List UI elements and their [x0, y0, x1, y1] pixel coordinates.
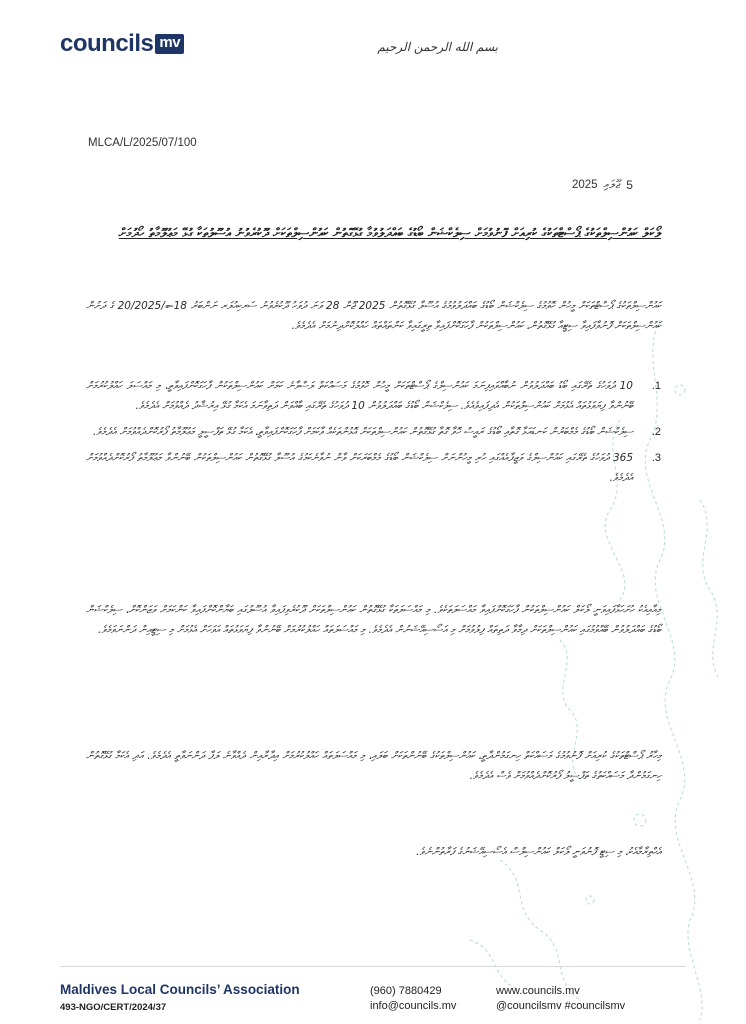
issues-list: [86, 376, 661, 494]
letter-subject: ލޯކަލް ކައުންސިލްތަކުގެ ޕޯސްޓްތަކުގެ ކުރިއަށް ފޮނުވުމަށް ސިލެކްޝަން ބޯޑުގެ ބައްދަލުވުމާ ގުޅޭގޮތުން ކައުންސިލްތަކަށް ދޫކުރެވުނު އުސޫލުތަކާ ގުޅޭ މަޢުލޫމާތު ހޯދުމަށް: [118, 225, 661, 240]
list-item: [86, 376, 661, 416]
date-day: 5: [626, 178, 633, 192]
intro-paragraph: ކައުންސިލްތަކުގެ ޕޯސްޓްތަކަށް މީހުން ހޮވުމުގެ ސިލެކްޝަން ބޯޑުގެ ބައްދަލުވުމުގެ އުސޫލާ ގުޅޭގޮތުން 2025 ޖޫން 28 ވަނަ ދުވަހު ދޫކުރެވުނު ސަރކިއުލަރ ނަންބަރު 18-ބ/20/2025 ގެ ދަށުން ކައުންސިލްތަކަށް ފޮނުވާފައިވާ ސިޓީއާ ގުޅޭގޮތުން، ކައުންސިލްތަކުން ފާހަގަކޮށްފައިވާ ތިރީގައިވާ ކަންތައްތައް ހައްލުކޮށްދިނުމަށް އެދެމެވެ.: [86, 300, 661, 332]
website-link[interactable]: www.councils.mv: [496, 985, 580, 997]
list-item-number: 2.: [651, 426, 661, 438]
body-paragraph-2: މިހާރު ޕޯސްޓްތަކުގެ ކުރިއަށް ފޮނުވުމުގެ މަސައްކަތް ހިނގަމުންދާތީ، ކައުންސިލްތަކުގެ ބޭނުންތަކަށް ބަލައި، މި މައްސަލަތައް ހައްލުކުރުމަށް އިދާރާއިން ދެއްވާނެ ލަފާ ދަންނަވާތީ އެދެމެވެ. އަދި އެކަމާ ގުޅޭގޮތުން ހިނގަމުންދާ މަސައްކަތުގެ ތަފްސީލު ފޯރުކޮށްދެއްވުމަށް ވެސް އެދެމެވެ.: [86, 750, 661, 782]
logo-badge: mv: [155, 34, 184, 54]
list-item: [86, 422, 661, 442]
list-item-text: ސިލެކްޝަން ބޯޑުގެ މެމްބަރުން ކަނޑައަޅާ ގޮތާއި ބޯޑުގެ ރައީސް ހޮވާ ގޮތާ ގުޅޭގޮތުން ކައުންސިލްތަކަށް އޮޅުންތަކެއް ވާކަމަށް ފާހަގަކޮށްފައިވާތީ، އެކަމާ ގުޅޭ ތަފްސީލީ މަޢުލޫމާތު ފޯރުކޮށްދެއްވުމަށް އެދެމެވެ.: [92, 426, 633, 438]
reference-number: MLCA/L/2025/07/100: [88, 137, 197, 149]
list-item: [86, 448, 661, 488]
letter-date: [572, 178, 633, 192]
phone-number[interactable]: (960) 7880429: [370, 985, 442, 997]
date-month: ޖޫލައި: [603, 178, 621, 191]
organization-name: Maldives Local Councils’ Association: [60, 982, 300, 997]
footer-divider: [60, 966, 686, 967]
list-item-text: 365 ދުވަހުގެ ތެރޭގައި ކައުންސިލްގެ ވަޒީފާއެއްގައި ހުރި މީހުންނަށް ސިލެކްޝަން ބޯޑުގެ މެމްބަރަކަށް ވާން ނުވާނެކަމުގެ އުސޫލާ ގުޅޭގޮތުން ކައުންސިލްތަކުން ބޭނުންވާ މަޢުލޫމާތު ފޯރުކޮށްދެއްވުމަށް އެދެމެވެ.: [86, 452, 633, 484]
email-address[interactable]: info@councils.mv: [370, 1000, 457, 1012]
closing-line: އެޙްތިރާމާއެކު، މި ސިޓީ ފޮނުވަނީ ލޯކަލް ކައުންސިލްސް އެސޯސިއޭޝަނުގެ ފަރާތުންނެވެ.: [416, 846, 661, 858]
social-handles[interactable]: @councilsmv #councilsmv: [496, 1000, 626, 1012]
list-item-text: 10 ދުވަހުގެ ތެރޭގައި ބޯޑު ބައްދަލުވުން ނުބާއްވައިފިނަމަ ކައުންސިލްގެ ޕޯސްޓްތަކަށް މީހުން ހޮވުމުގެ މަސައްކަތް ލަސްވާނެ ކަމަށް ކައުންސިލްތަކުން ފާހަގަކޮށްފައިވާތީ، މި މައްސަލަ ހައްލުކުރުމަށް ބޭނުންވާ ފިޔަވަޅުތައް އެޅުމަށް ކައުންސިލްތަކުން އެދިފައިވެއެވެ. ސިލެކްޝަން ބޯޑުގެ ބައްދަލުވުން 10 ދުވަހުގެ ތެރޭގައި ބާއްވަން ދަތިވާނަމަ އެކަމާ ގުޅޭ އިރުޝާދު ދެއްވުމަށް އެދެމެވެ.: [86, 380, 633, 412]
body-paragraph-1: މިއާއިއެކު ހުށަހަޅާފައިވަނީ ލޯކަލް ކައުންސިލްތަކުން ފާހަގަކޮށްފައިވާ މައްސަލަތަކެވެ. މި މައްސަލަތަކާ ގުޅޭގޮތުން ކައުންސިލްތަކަށް ދޫކުރެވިފައިވާ އުސޫލުގައި ބަޔާންކޮށްފައިވާ ކަންކަމަށް ވަޒަންކޮށް، ސިލެކްޝަން ބޯޑުގެ ބައްދަލުވުން ބޭއްވުމުގައި ކައުންސިލްތަކަށް ދިމާވާ ދަތިތައް ފިލުވުމަށް މި އަސޯސިއޭޝަނުން އެދެމެވެ. މި މައްސަލަތައް ހައްލުކުރުމަށް ބޭނުންވާ ފިޔަވަޅުތައް އަވަހަށް އެޅުމަށް މި ސިޓީއިން ދަންނަވަމެވެ.: [86, 604, 661, 636]
contact-column-2: [496, 984, 625, 1014]
list-item-number: 1.: [651, 380, 661, 392]
list-item-number: 3.: [651, 452, 661, 464]
contact-column-1: [370, 984, 456, 1014]
registration-number: 493-NGO/CERT/2024/37: [60, 1002, 167, 1013]
date-year: 2025: [572, 179, 598, 191]
logo-text: councils: [60, 30, 154, 57]
councils-logo: [60, 30, 184, 58]
bismillah-calligraphy: بسم الله الرحمن الرحيم: [377, 40, 498, 54]
